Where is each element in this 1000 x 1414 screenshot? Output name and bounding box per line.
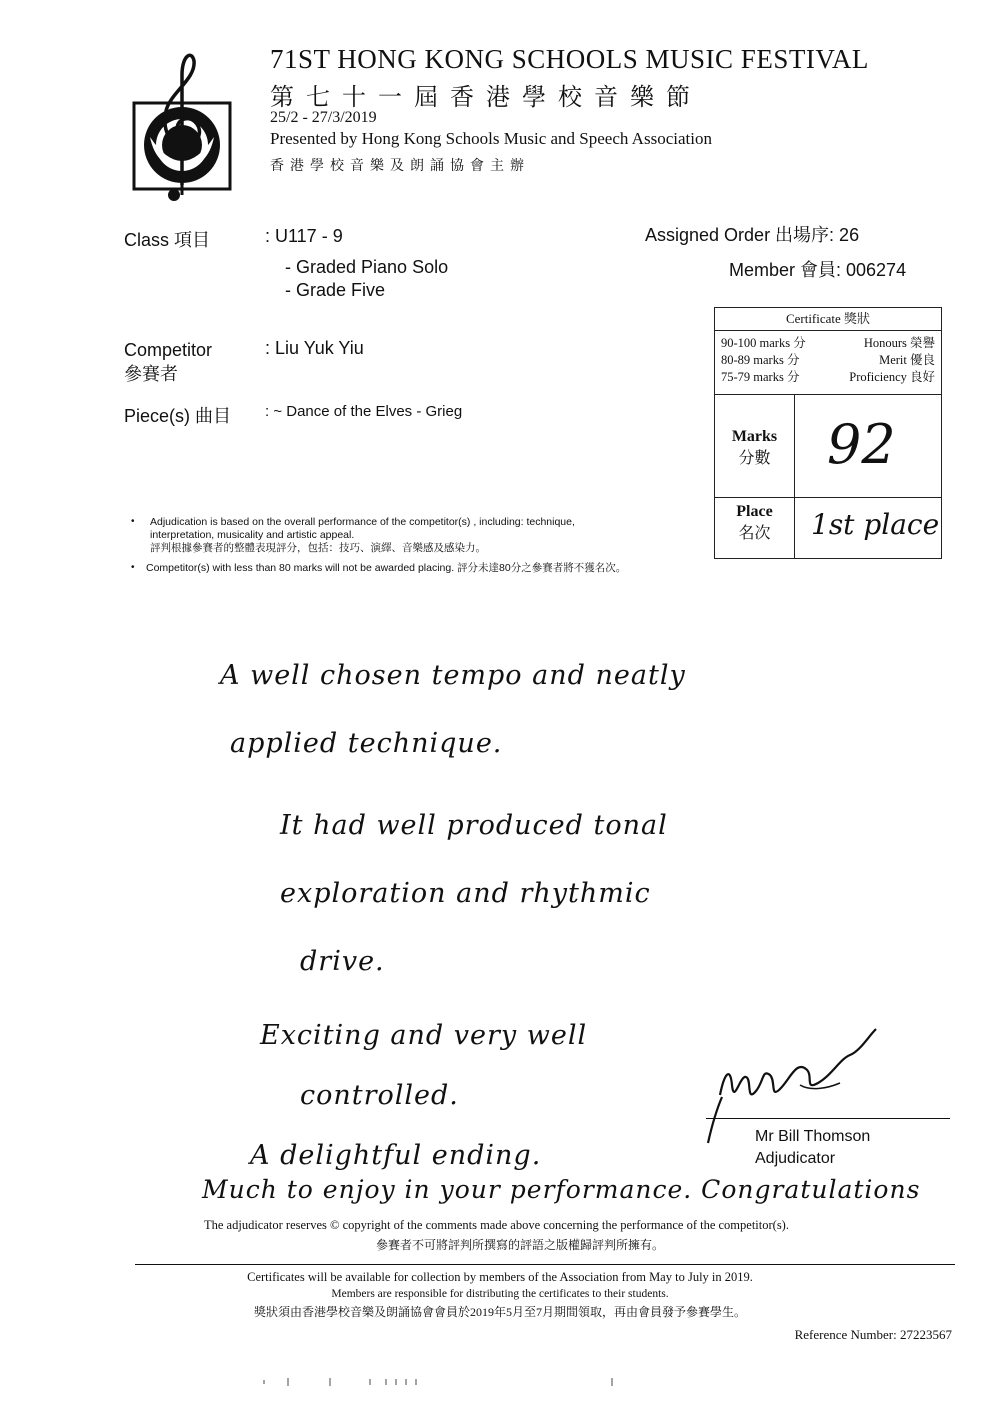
place-label-en: Place xyxy=(736,503,773,520)
class-value: : U117 - 9 xyxy=(265,226,343,246)
assigned-order: Assigned Order 出場序: 26 xyxy=(645,225,860,245)
note-bullet: • xyxy=(131,516,135,527)
note-adjudication-zh: 評判根據參賽者的整體表現評分，包括：技巧、演繹、音樂感及感染力。 xyxy=(150,542,486,554)
class-grade: - Grade Five xyxy=(285,280,386,300)
comment-line: applied technique. xyxy=(230,728,503,759)
certificate-distribution-note: Members are responsible for distributing the certificates to their students. xyxy=(331,1288,669,1300)
piece-label: Piece(s) 曲目 xyxy=(124,406,232,426)
award-level: Merit 優良 xyxy=(879,353,935,367)
place-label-zh: 名次 xyxy=(738,525,771,542)
comment-line: Exciting and very well xyxy=(260,1020,588,1051)
marks-row xyxy=(715,394,941,498)
certificate-row-honours xyxy=(721,335,935,352)
certificate-box xyxy=(714,307,942,559)
note-placing: Competitor(s) with less than 80 marks will not be awarded placing. 評分未達80分之參賽者將不獲名次。 xyxy=(146,562,627,574)
marks-label-zh: 分數 xyxy=(738,450,771,467)
award-level: Proficiency 良好 xyxy=(849,370,935,384)
marks-divider xyxy=(794,395,795,497)
comment-line: It had well produced tonal xyxy=(280,810,668,841)
comment-line: drive. xyxy=(300,946,385,977)
comment-line: A delightful ending. xyxy=(250,1140,542,1171)
reference-number: Reference Number: 27223567 xyxy=(794,1327,952,1342)
comment-line: A well chosen tempo and neatly xyxy=(220,660,686,691)
marks-range: 90-100 marks 分 xyxy=(721,336,806,350)
copyright-notice: The adjudicator reserves © copyright of the comments made above concerning the performance of the competitor(s). xyxy=(204,1218,789,1232)
presented-by-chinese: 香港學校音樂及朗誦協會主辦 xyxy=(270,159,530,174)
member-number: Member 會員: 006274 xyxy=(729,260,907,280)
certificate-collection-note-zh: 獎狀須由香港學校音樂及朗誦協會會員於2019年5月至7月期間領取，再由會員發予參賽學生。 xyxy=(253,1305,746,1319)
marks-range: 75-79 marks 分 xyxy=(721,370,800,384)
comment-line: exploration and rhythmic xyxy=(280,878,651,909)
comment-line: Much to enjoy in your performance. Congratulations xyxy=(202,1175,921,1204)
class-description: - Graded Piano Solo xyxy=(285,257,449,277)
footer-divider xyxy=(135,1264,955,1265)
note-bullet: • xyxy=(131,562,135,573)
certificate-row-merit xyxy=(721,352,935,369)
piece-title: : ~ Dance of the Elves - Grieg xyxy=(265,403,463,420)
festival-dates: 25/2 - 27/3/2019 xyxy=(270,109,377,126)
copyright-notice-zh: 參賽者不可將評判所撰寫的評語之版權歸評判所擁有。 xyxy=(376,1238,665,1252)
marks-range: 80-89 marks 分 xyxy=(721,353,800,367)
comment-line: controlled. xyxy=(300,1080,459,1111)
place-row xyxy=(715,496,941,558)
competitor-name: : Liu Yuk Yiu xyxy=(265,338,364,358)
certificate-row-proficiency xyxy=(721,369,935,386)
festival-title: 71ST HONG KONG SCHOOLS MUSIC FESTIVAL xyxy=(270,44,869,74)
award-level: Honours 榮譽 xyxy=(863,336,935,350)
competitor-label xyxy=(124,338,212,386)
note-adjudication: Adjudication is based on the overall performance of the competitor(s) , including: technique, xyxy=(150,516,575,528)
adjudicator-title: Adjudicator xyxy=(755,1150,836,1167)
place-divider xyxy=(794,496,795,558)
signature-line xyxy=(706,1118,950,1119)
certificate-title: Certificate 獎狀 xyxy=(715,308,941,331)
competitor-label-zh: 參賽者 xyxy=(124,364,178,384)
festival-title-chinese: 第七十一屆香港學校音樂節 xyxy=(270,85,702,111)
marks-label-en: Marks xyxy=(731,428,778,445)
scan-artifacts xyxy=(260,1376,620,1388)
presented-by: Presented by Hong Kong Schools Music and Speech Association xyxy=(270,129,712,148)
certificate-collection-note: Certificates will be available for collection by members of the Association from May to July in 2019. xyxy=(247,1270,753,1284)
note-adjudication-cont: interpretation, musicality and artistic appeal. xyxy=(150,529,355,541)
festival-logo xyxy=(130,45,235,205)
adjudicator-name: Mr Bill Thomson xyxy=(755,1128,871,1145)
class-label: Class 項目 xyxy=(124,230,211,250)
place-value: 1st place xyxy=(811,508,940,541)
competitor-label-en: Competitor xyxy=(124,340,213,360)
adjudicator-signature xyxy=(700,1025,890,1145)
marks-value: 92 xyxy=(827,413,896,476)
